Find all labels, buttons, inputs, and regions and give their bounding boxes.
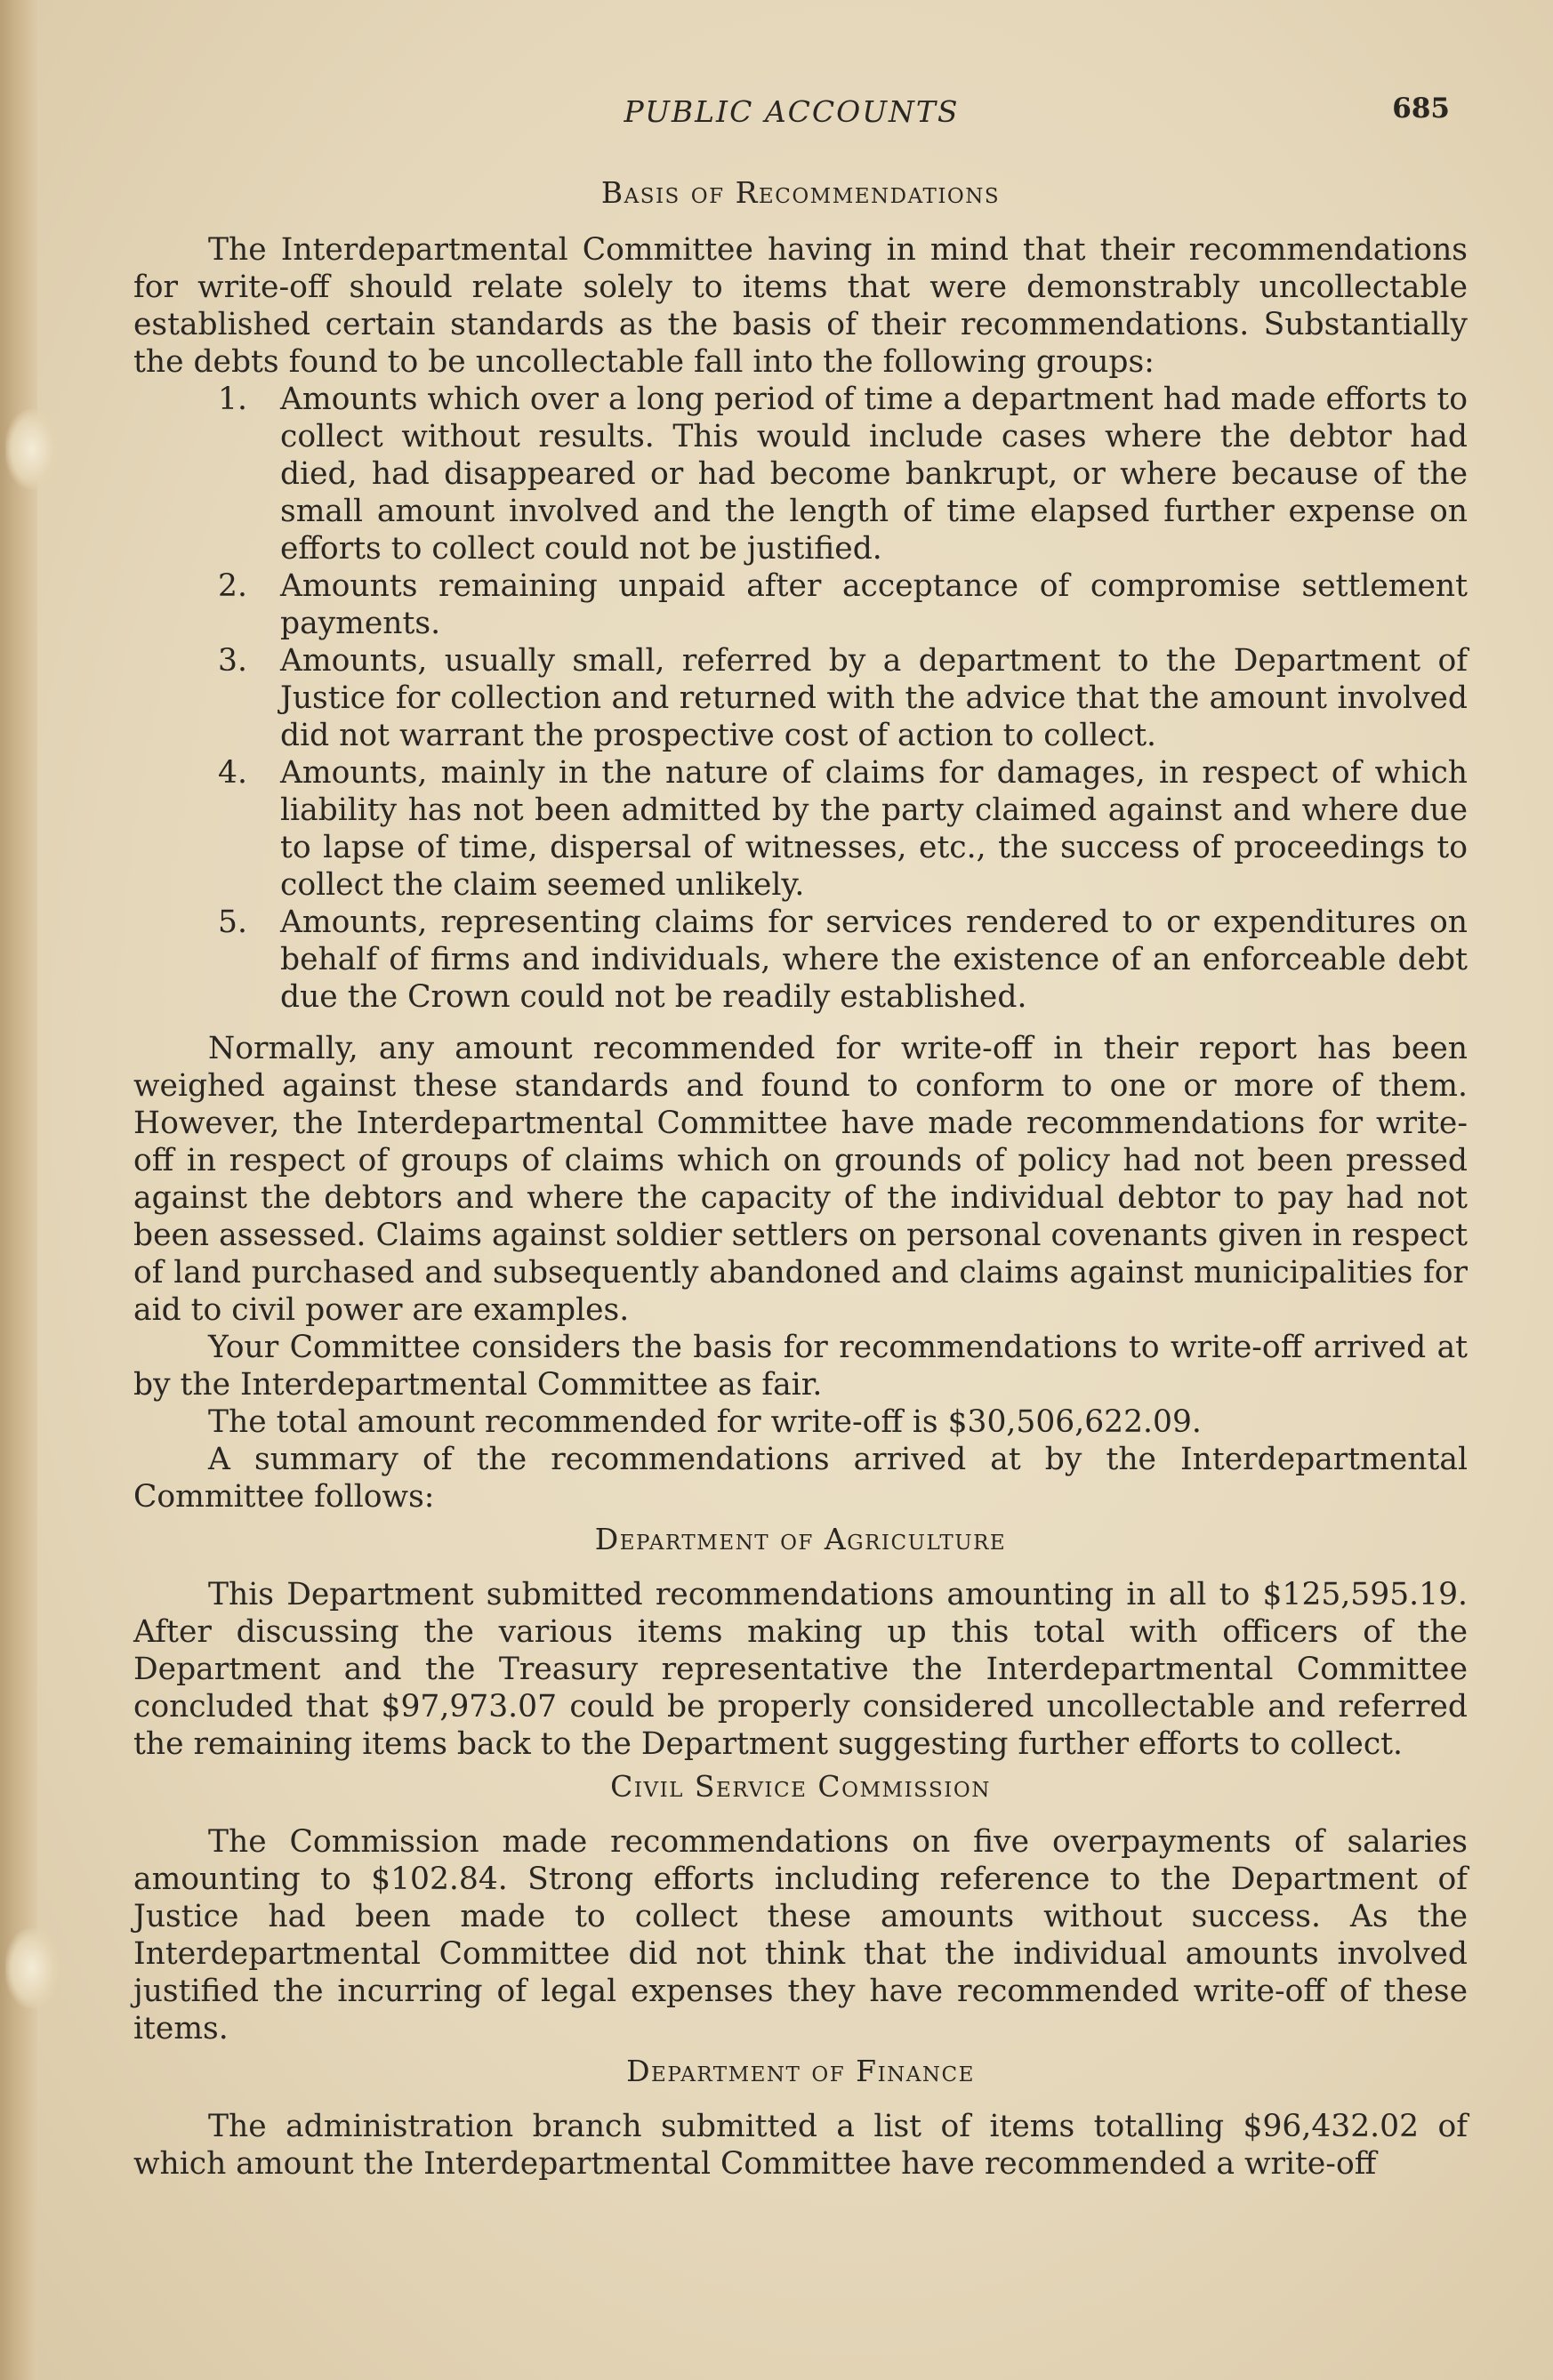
- binding-hole: [5, 1928, 59, 2008]
- list-item-number: 4.: [218, 755, 247, 791]
- section-heading-finance: Department of Finance: [626, 2054, 975, 2088]
- list-item-text: Amounts, usually small, referred by a department to the Department of Justice for collection and returned with the advice that the amount involved did not warrant the prospective cost of action to collect.: [280, 643, 1468, 753]
- paragraph-your-committee: Your Committee considers the basis for recommendations to write-off arrived at by the Interdepartmental Committee as fair.: [133, 1330, 1468, 1403]
- list-item-number: 3.: [218, 643, 247, 679]
- section-heading-basis: Basis of Recommendations: [600, 175, 1001, 210]
- list-item-number: 2.: [218, 568, 247, 604]
- body-text: [133, 174, 1468, 2183]
- list-item-text: Amounts remaining unpaid after acceptance of compromise settlement payments.: [280, 568, 1468, 641]
- groups-list: [133, 381, 1468, 1016]
- section-heading-agriculture: Department of Agriculture: [594, 1522, 1007, 1556]
- binding-hole: [5, 409, 59, 489]
- running-head: [133, 89, 1450, 142]
- list-item: [133, 754, 1468, 904]
- paragraph-total: The total amount recommended for write-off is $30,506,622.09.: [208, 1404, 1202, 1440]
- list-item: [133, 381, 1468, 567]
- list-item-number: 1.: [218, 382, 247, 417]
- paragraph-normally: Normally, any amount recommended for write-off in their report has been weighed against these standards and found to conform to one or more of them. However, the Interdepartmental Committee have made recommendations for write-off in respect of groups of claims which on grounds of policy had not been pressed against the debtors and where the capacity of the individual debtor to pay had not been assessed. Claims against soldier settlers on personal covenants given in respect of land purchased and subsequently abandoned and claims against municipalities for aid to civil power are examples.: [133, 1031, 1468, 1328]
- list-item: [133, 904, 1468, 1016]
- binding-edge: [0, 0, 37, 2380]
- section-heading-civil-service: Civil Service Commission: [610, 1769, 991, 1804]
- running-title: PUBLIC ACCOUNTS: [624, 94, 960, 129]
- page-number: 685: [1392, 92, 1450, 125]
- list-item: [133, 567, 1468, 642]
- paragraph-finance: The administration branch submitted a list of items totalling $96,432.02 of which amount the Interdepartmental Committee have recommended a write-off: [133, 2109, 1468, 2182]
- list-item-text: Amounts, mainly in the nature of claims for damages, in respect of which liability has not been admitted by the party claimed against and where due to lapse of time, dispersal of witnesses, etc., the success of proceedings to collect the claim seemed unlikely.: [280, 755, 1468, 903]
- list-item: [133, 642, 1468, 754]
- list-item-number: 5.: [218, 905, 247, 940]
- paragraph-intro: The Interdepartmental Committee having in mind that their recommendations for write-off should relate solely to items that were demonstrably uncollectable established certain standards as the basis of their recommendations. Substantially the debts found to be uncollectable fall into the following groups:: [133, 232, 1468, 380]
- list-item-text: Amounts, representing claims for services rendered to or expenditures on behalf of firms and individuals, where the existence of an enforceable debt due the Crown could not be readily established.: [280, 905, 1468, 1015]
- paragraph-civil-service: The Commission made recommendations on five overpayments of salaries amounting to $102.84. Strong efforts including reference to the Department of Justice had been made to collect these amounts without success. As the Interdepartmental Committee did not think that the individual amounts involved justified the incurring of legal expenses they have recommended write-off of these items.: [133, 1824, 1468, 2046]
- paragraph-summary: A summary of the recommendations arrived at by the Interdepartmental Committee follows:: [133, 1442, 1468, 1515]
- list-item-text: Amounts which over a long period of time a department had made efforts to collect without results. This would include cases where the debtor had died, had disappeared or had become bankrupt, or where because of the small amount involved and the length of time elapsed further expense on efforts to collect could not be justified.: [280, 382, 1468, 567]
- paragraph-agriculture: This Department submitted recommendations amounting in all to $125,595.19. After discussing the various items making up this total with officers of the Department and the Treasury representative the Interdepartmental Committee concluded that $97,973.07 could be properly considered uncollectable and referred the remaining items back to the Department suggesting further efforts to collect.: [133, 1577, 1468, 1762]
